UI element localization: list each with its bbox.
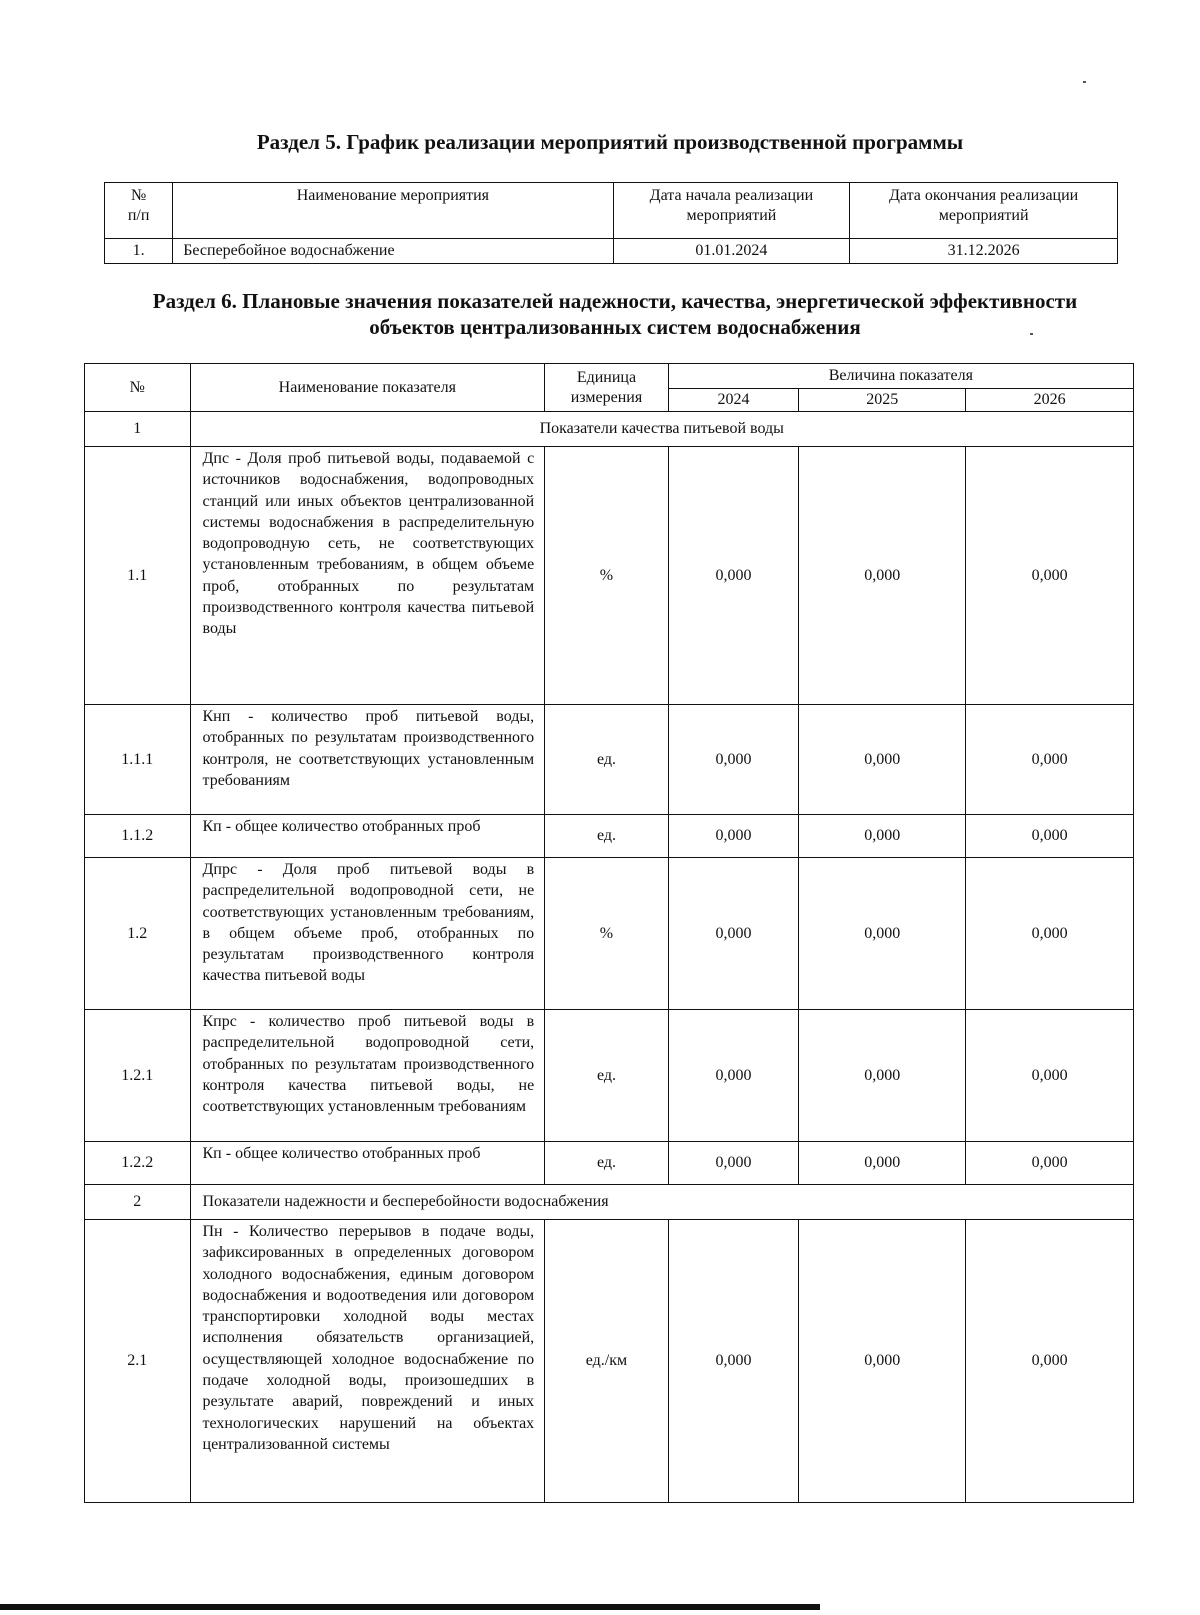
row-value-2025: 0,000 bbox=[799, 815, 966, 858]
row-name: Кнп - количество проб питьевой воды, отобранных по результатам производственного контроля, не соответствующих установленным требованиям bbox=[190, 705, 545, 815]
scan-speck bbox=[1083, 81, 1086, 83]
row-value-2024: 0,000 bbox=[668, 705, 799, 815]
schedule-row-num: 1. bbox=[105, 239, 173, 264]
schedule-row bbox=[105, 239, 1118, 264]
row-value-2026: 0,000 bbox=[966, 1010, 1134, 1142]
row-unit: % bbox=[545, 858, 669, 1010]
row-value-2025: 0,000 bbox=[799, 1010, 966, 1142]
row-name: Дпс - Доля проб питьевой воды, подаваемой с источников водоснабжения, водопроводных станций или иных объектов централизованной системы водоснабжения в распределительную водопроводную сеть, не соответствующих установленным требованиям, в общем объеме проб, отобранных по результатам производственного контроля качества питьевой воды bbox=[190, 447, 545, 705]
group-row bbox=[85, 412, 1134, 447]
schedule-row-start: 01.01.2024 bbox=[613, 239, 850, 264]
indicators-header-row-1 bbox=[85, 364, 1134, 389]
row-value-2026: 0,000 bbox=[966, 1220, 1134, 1503]
schedule-row-name: Бесперебойное водоснабжение bbox=[173, 239, 613, 264]
scan-edge-line bbox=[0, 1604, 820, 1610]
row-name: Кп - общее количество отобранных проб bbox=[190, 815, 545, 858]
section6-title-line1: Раздел 6. Плановые значения показателей надежности, качества, энергетической эффективности bbox=[152, 289, 1078, 313]
schedule-header-end: Дата окончания реализации мероприятий bbox=[850, 183, 1118, 239]
indicators-header-value: Величина показателя bbox=[668, 364, 1133, 389]
row-value-2024: 0,000 bbox=[668, 1142, 799, 1185]
row-value-2025: 0,000 bbox=[799, 705, 966, 815]
group-num: 2 bbox=[85, 1185, 191, 1220]
group-row bbox=[85, 1185, 1134, 1220]
indicators-header-year-2024: 2024 bbox=[668, 389, 799, 412]
table-row bbox=[85, 447, 1134, 705]
row-unit: ед. bbox=[545, 705, 669, 815]
row-unit: ед. bbox=[545, 1010, 669, 1142]
row-name: Кпрс - количество проб питьевой воды в распределительной водопроводной сети, отобранных по результатам производственного контроля качества питьевой воды, не соответствующих установленным требованиям bbox=[190, 1010, 545, 1142]
row-num: 1.1.1 bbox=[85, 705, 191, 815]
table-row bbox=[85, 858, 1134, 1010]
row-value-2024: 0,000 bbox=[668, 1220, 799, 1503]
row-value-2025: 0,000 bbox=[799, 858, 966, 1010]
table-row bbox=[85, 1142, 1134, 1185]
indicators-header-unit: Единица измерения bbox=[545, 364, 669, 412]
row-unit: ед. bbox=[545, 815, 669, 858]
row-value-2026: 0,000 bbox=[966, 815, 1134, 858]
indicators-header-name: Наименование показателя bbox=[190, 364, 545, 412]
table-row bbox=[85, 1010, 1134, 1142]
row-value-2024: 0,000 bbox=[668, 447, 799, 705]
row-name: Дпрс - Доля проб питьевой воды в распределительной водопроводной сети, не соответствующих установленным требованиям, в общем объеме проб, отобранных по результатам производственного контроля качества питьевой воды bbox=[190, 858, 545, 1010]
group-title: Показатели надежности и бесперебойности водоснабжения bbox=[190, 1185, 1134, 1220]
group-title: Показатели качества питьевой воды bbox=[190, 412, 1134, 447]
indicators-header-num: № bbox=[85, 364, 191, 412]
row-value-2026: 0,000 bbox=[966, 447, 1134, 705]
row-num: 1.1 bbox=[85, 447, 191, 705]
row-num: 2.1 bbox=[85, 1220, 191, 1503]
row-value-2024: 0,000 bbox=[668, 858, 799, 1010]
schedule-header-row bbox=[105, 183, 1118, 239]
row-num: 1.2.2 bbox=[85, 1142, 191, 1185]
row-value-2026: 0,000 bbox=[966, 858, 1134, 1010]
table-row bbox=[85, 705, 1134, 815]
row-value-2024: 0,000 bbox=[668, 1010, 799, 1142]
indicators-header-year-2026: 2026 bbox=[966, 389, 1134, 412]
row-num: 1.2.1 bbox=[85, 1010, 191, 1142]
row-num: 1.2 bbox=[85, 858, 191, 1010]
row-value-2025: 0,000 bbox=[799, 1142, 966, 1185]
table-row bbox=[85, 815, 1134, 858]
schedule-table bbox=[104, 182, 1118, 264]
row-unit: ед./км bbox=[545, 1220, 669, 1503]
row-unit: ед. bbox=[545, 1142, 669, 1185]
section6-title-line2: объектов централизованных систем водоснабжения bbox=[369, 315, 861, 339]
schedule-row-end: 31.12.2026 bbox=[850, 239, 1118, 264]
schedule-header-name: Наименование мероприятия bbox=[173, 183, 613, 239]
row-value-2025: 0,000 bbox=[799, 447, 966, 705]
table-row bbox=[85, 1220, 1134, 1503]
row-value-2026: 0,000 bbox=[966, 705, 1134, 815]
row-name: Пн - Количество перерывов в подаче воды, зафиксированных в определенных договором холодного водоснабжения, единым договором водоснабжения и водоотведения или договором транспортировки холодной воды местах исполнения обязательств организацией, осуществляющей холодное водоснабжение по подаче холодной воды, произошедших в результате аварий, повреждений и иных технологических нарушений на объектах централизованной системы bbox=[190, 1220, 545, 1503]
row-value-2026: 0,000 bbox=[966, 1142, 1134, 1185]
scan-speck bbox=[1030, 333, 1033, 335]
row-name: Кп - общее количество отобранных проб bbox=[190, 1142, 545, 1185]
schedule-header-start: Дата начала реализации мероприятий bbox=[613, 183, 850, 239]
row-value-2024: 0,000 bbox=[668, 815, 799, 858]
row-num: 1.1.2 bbox=[85, 815, 191, 858]
schedule-header-num: № п/п bbox=[105, 183, 173, 239]
indicators-table bbox=[84, 363, 1134, 1503]
section6-title bbox=[80, 288, 1150, 340]
group-num: 1 bbox=[85, 412, 191, 447]
indicators-header-year-2025: 2025 bbox=[799, 389, 966, 412]
row-unit: % bbox=[545, 447, 669, 705]
row-value-2025: 0,000 bbox=[799, 1220, 966, 1503]
section5-title: Раздел 5. График реализации мероприятий производственной программы bbox=[256, 130, 964, 154]
